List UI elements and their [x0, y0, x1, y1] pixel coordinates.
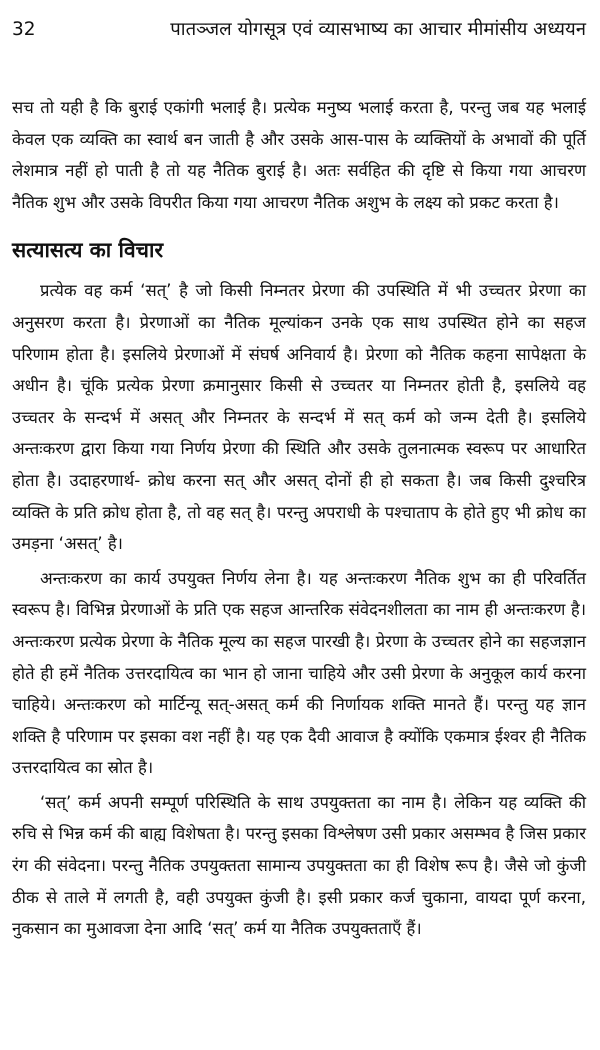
body-paragraph-3: ‘सत्’ कर्म अपनी सम्पूर्ण परिस्थिति के साथ उपयुक्तता का नाम है। लेकिन यह व्यक्ति की रुचि से भिन्न कर्म की बाह्य विशेषता है। परन्तु इसका विश्लेषण उसी प्रकार असम्भव है जिस प्रकार रंग की संवेदना। परन्तु नैतिक उपयुक्तता सामान्य उपयुक्तता का ही विशेष रूप है। जैसे जो कुंजी ठीक से ताले में लगती है, वही उपयुक्त कुंजी है। इसी प्रकार कर्ज चुकाना, वायदा पूर्ण करना, नुकसान का मुआवजा देना आदि ‘सत्’ कर्म या नैतिक उपयुक्तताएँ हैं।: [12, 792, 586, 939]
body-paragraph-1: प्रत्येक वह कर्म ‘सत्’ है जो किसी निम्नतर प्रेरणा की उपस्थिति में भी उच्चतर प्रेरणा का अनुसरण करता है। प्रेरणाओं का नैतिक मूल्यांकन उनके एक साथ उपस्थित होने का सहज परिणाम होता है। इसलिये प्रेरणाओं में संघर्ष अनिवार्य है। प्रेरणा को नैतिक कहना सापेक्षता के अधीन है। चूंकि प्रत्येक प्रेरणा क्रमानुसार किसी से उच्चतर या निम्नतर होती है, इसलिये वह उच्चतर के सन्दर्भ में असत् और निम्नतर के सन्दर्भ में सत् कर्म को जन्म देती है। इसलिये अन्तःकरण द्वारा किया गया निर्णय प्रेरणा की स्थिति और उसके तुलनात्मक स्वरूप पर आधारित होता है। उदाहरणार्थ- क्रोध करना सत् और असत् दोनों ही हो सकता है। जब किसी दुश्चरित्र व्यक्ति के प्रति क्रोध होता है, तो वह सत् है। परन्तु अपराधी के पश्चाताप के होते हुए भी क्रोध का उमड़ना ‘असत्’ है।: [12, 281, 586, 554]
running-header: [12, 18, 586, 58]
page-number: 32: [12, 19, 36, 40]
intro-paragraph: सच तो यही है कि बुराई एकांगी भलाई है। प्रत्येक मनुष्य भलाई करता है, परन्तु जब यह भलाई केवल एक व्यक्ति का स्वार्थ बन जाती है और उसके आस-पास के व्यक्तियों के अभावों की पूर्ति लेशमात्र नहीं हो पाती है तो यह नैतिक बुराई है। अतः सर्वहित की दृष्टि से किया गया आचरण नैतिक शुभ और उसके विपरीत किया गया आचरण नैतिक अशुभ के लक्ष्य को प्रकट करता है।: [12, 98, 586, 212]
section-heading: सत्यासत्य का विचार: [12, 238, 164, 263]
running-title: पातञ्जल योगसूत्र एवं व्यासभाष्य का आचार मीमांसीय अध्ययन: [170, 19, 586, 40]
body-paragraph-2: अन्तःकरण का कार्य उपयुक्त निर्णय लेना है। यह अन्तःकरण नैतिक शुभ का ही परिवर्तित स्वरूप है। विभिन्न प्रेरणाओं के प्रति एक सहज आन्तरिक संवेदनशीलता का नाम ही अन्तःकरण है। अन्तःकरण प्रत्येक प्रेरणा के नैतिक मूल्य का सहज पारखी है। प्रेरणा के उच्चतर होने का सहजज्ञान होते ही हमें नैतिक उत्तरदायित्व का भान हो जाना चाहिये और उसी प्रेरणा के अनुकूल कार्य करना चाहिये। अन्तःकरण को मार्टिन्यू सत्-असत् कर्म की निर्णायक शक्ति मानते हैं। परन्तु यह ज्ञान शक्ति है परिणाम पर इसका वश नहीं है। यह एक दैवी आवाज है क्योंकि एकमात्र ईश्वर ही नैतिक उत्तरदायित्व का स्रोत है।: [12, 568, 586, 778]
